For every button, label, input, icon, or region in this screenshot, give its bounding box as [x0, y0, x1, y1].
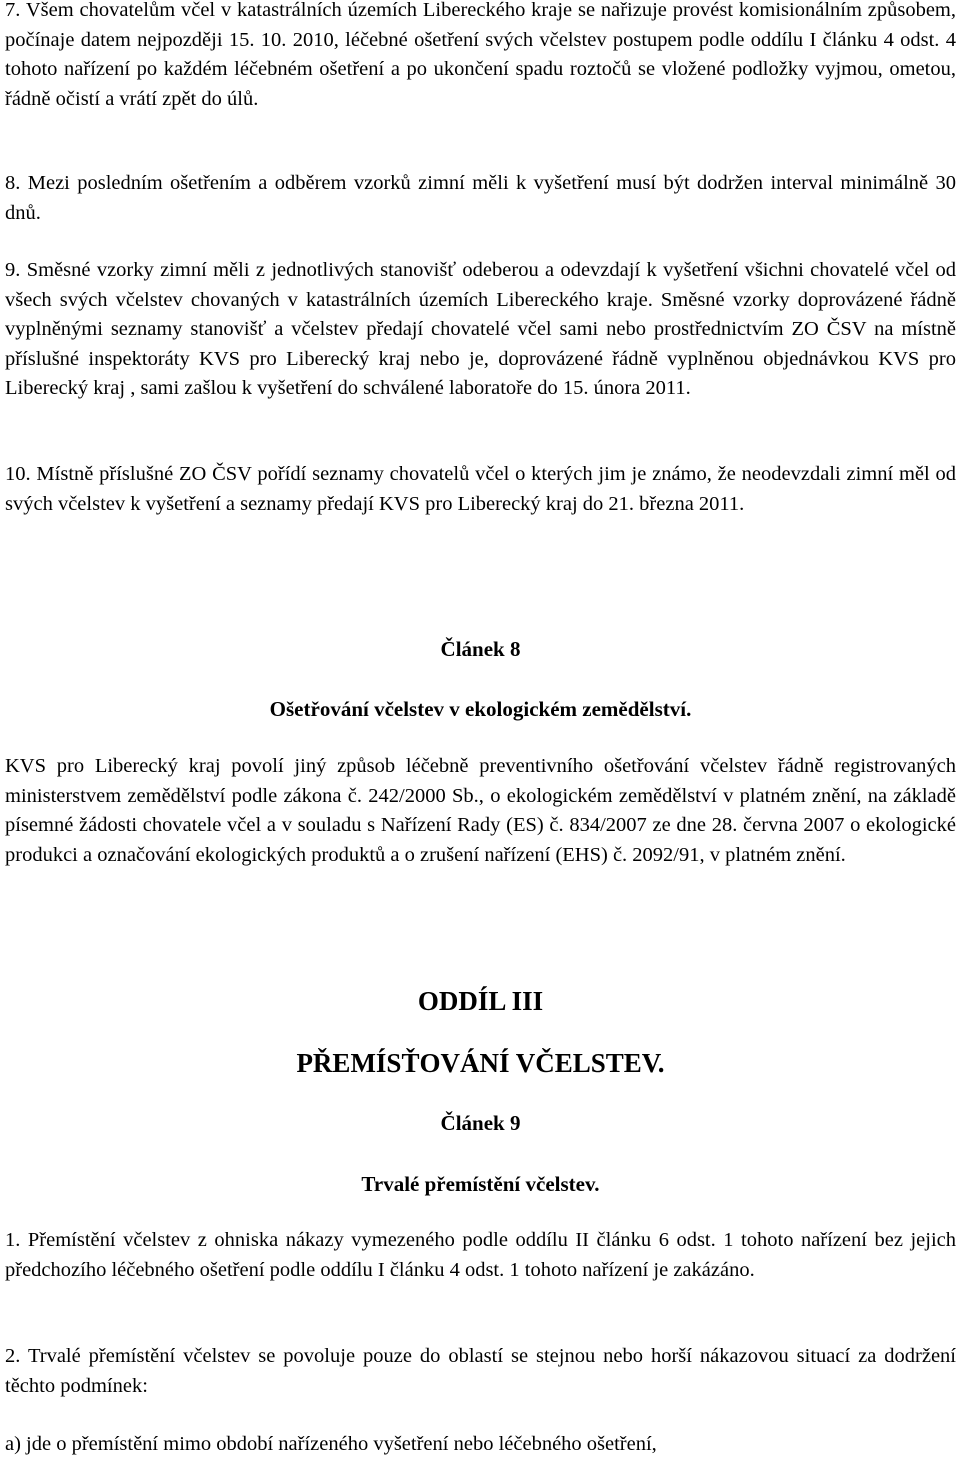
article-9-paragraph-2a: a) jde o přemístění mimo období nařízeného vyšetření nebo léčebného ošetření, — [5, 1433, 657, 1455]
section-3-subtitle: PŘEMÍSŤOVÁNÍ VČELSTEV. — [296, 1048, 665, 1078]
paragraph-7: 7. Všem chovatelům včel v katastrálních územích Libereckého kraje se nařizuje provést komisionálním způsobem, počínaje datem nejpozději 15. 10. 2010, léčebné ošetření svých včelstev postupem podle oddílu I článku 4 odst. 4 tohoto nařízení po každém léčebném ošetření a po ukončení spadu roztočů se vložené podložky vyjmou, ometou, řádně očistí a vrátí zpět do úlů. — [5, 0, 956, 110]
article-9-title: Článek 9 — [440, 1111, 521, 1135]
section-3-title: ODDÍL III — [417, 986, 544, 1016]
paragraph-9: 9. Směsné vzorky zimní měli z jednotlivých stanovišť odeberou a odevzdají k vyšetření všichni chovatelé včel od všech svých včelstev chovaných v katastrálních územích Libereckého kraje. Směsné vzorky doprovázené řádně vyplněnými seznamy stanovišť a včelstev předají chovatelé včel sami nebo prostřednictvím ZO ČSV na místně příslušné inspektoráty KVS pro Liberecký kraj nebo je, doprovázené řádně vyplněnou objednávkou KVS pro Liberecký kraj , sami zašlou k vyšetření do schválené laboratoře do 15. února 2011. — [5, 259, 956, 400]
article-9-paragraph-1: 1. Přemístění včelstev z ohniska nákazy vymezeného podle oddílu II článku 6 odst. 1 tohoto nařízení bez jejich předchozího léčebného ošetření podle oddílu I článku 4 odst. 1 tohoto nařízení je zakázáno. — [5, 1229, 956, 1281]
article-9-subtitle: Trvalé přemístění včelstev. — [361, 1172, 600, 1196]
article-8-text: KVS pro Liberecký kraj povolí jiný způsob léčebně preventivního ošetřování včelstev řádně registrovaných ministerstvem zemědělství podle zákona č. 242/2000 Sb., o ekologickém zemědělství v platném znění, na základě písemné žádosti chovatele včel a v souladu s Nařízení Rady (ES) č. 834/2007 ze dne 28. června 2007 o ekologické produkci a označování ekologických produktů a o zrušení nařízení (EHS) č. 2092/91, v platném znění. — [5, 755, 956, 866]
paragraph-8: 8. Mezi posledním ošetřením a odběrem vzorků zimní měli k vyšetření musí být dodržen interval minimálně 30 dnů. — [5, 172, 956, 224]
article-8-title: Článek 8 — [440, 637, 521, 661]
paragraph-10: 10. Místně příslušné ZO ČSV pořídí seznamy chovatelů včel o kterých jim je známo, že neodevzdali zimní měl od svých včelstev k vyšetření a seznamy předají KVS pro Liberecký kraj do 21. března 2011. — [5, 463, 956, 515]
article-9-paragraph-2: 2. Trvalé přemístění včelstev se povoluje pouze do oblastí se stejnou nebo horší nákazovou situací za dodržení těchto podmínek: — [5, 1345, 956, 1397]
article-8-subtitle: Ošetřování včelstev v ekologickém zemědělství. — [269, 697, 692, 721]
